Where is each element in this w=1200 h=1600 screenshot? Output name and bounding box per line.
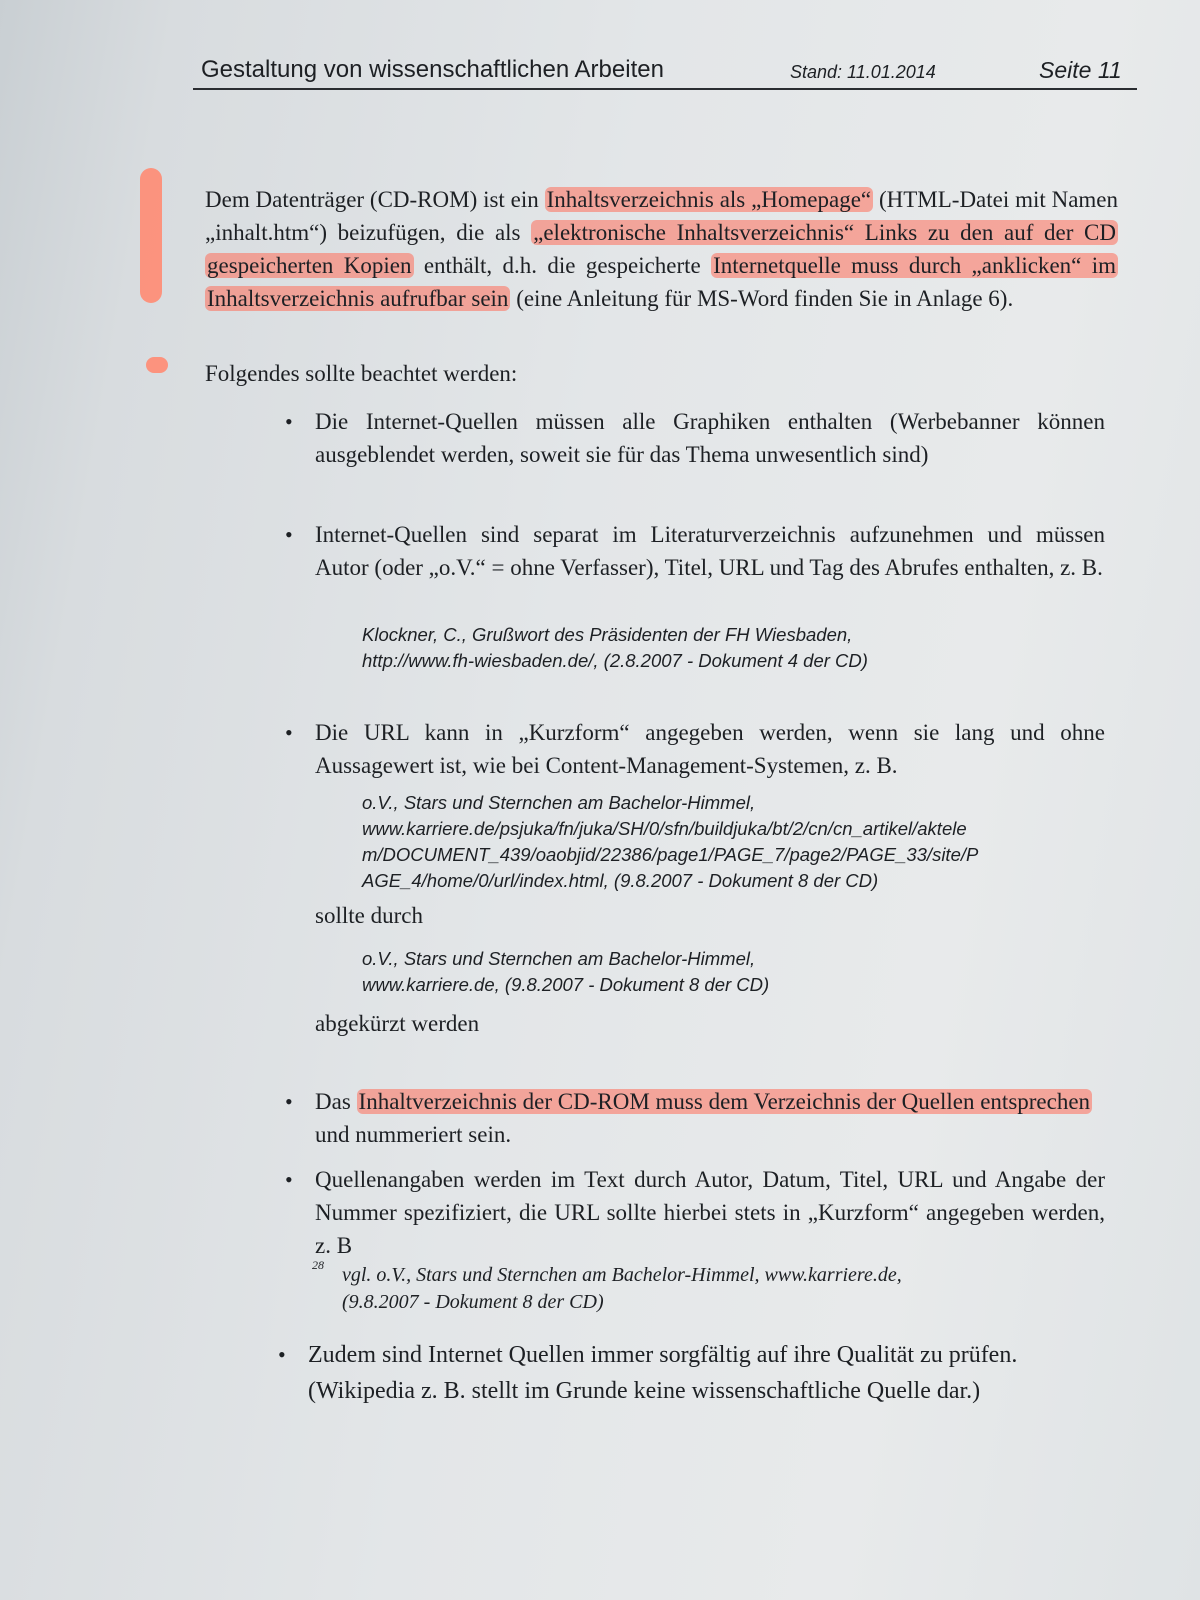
connector-text: abgekürzt werden [315,1011,480,1036]
margin-highlight-bar [140,168,162,303]
bullet-marker: • [285,720,293,745]
bullet-text: Zudem sind Internet Quellen immer sorgfältig auf ihre Qualität zu prüfen. (Wikipedia z. B. stellt im Grunde keine wissenschaftliche Quelle dar.) [308,1342,1018,1404]
highlight-elektronisches-verzeichnis: „elektronische Inhaltsverzeichnis“ Links zu den auf der CD gespeicherten Kopien [207,220,1116,278]
example-citation-long: o.V., Stars und Sternchen am Bachelor-Himmel, www.karriere.de/psjuka/fn/juka/SH/0/sfn/buildjuka/bt/2/cn/cn_artikel/aktele m/DOCUMENT_439/oaobjid/22386/page1/PAGE_7/page2/PAGE_33/site/P AGE_4/home/0/url/index.html, (9.8.2007 - Dokument 8 der CD) [362,792,979,891]
highlight-inhaltverzeichnis: Inhaltverzeichnis der CD-ROM muss dem Verzeichnis der Quellen entsprechen [358,1089,1091,1114]
bullet-marker: • [285,1167,293,1192]
intro-paragraph: Dem Datenträger (CD-ROM) ist ein Inhaltsverzeichnis als „Homepage“ (HTML-Datei mit Namen „inhalt.htm“) beizufügen, die als „elektronische Inhaltsverzeichnis“ Links zu den auf der CD gespeicherten Kopien enthält, d.h. die gespeicherte Internetquelle muss durch „anklicken“ im Inhaltsverzeichnis aufrufbar sein (eine Anleitung für MS-Word finden Sie in Anlage 6). [205,187,1118,311]
example-citation: Klockner, C., Grußwort des Präsidenten der FH Wiesbaden, http://www.fh-wiesbaden.de/, (2.8.2007 - Dokument 4 der CD) [362,624,868,671]
margin-highlight-dot [146,357,168,373]
bullet-marker: • [285,522,293,547]
document-page: Gestaltung von wissenschaftlichen Arbeiten Stand: 11.01.2014 Seite 11 Dem Datenträger (CD-ROM) ist ein Inhaltsverzeichnis als „Homepage“ (HTML-Datei mit Namen „inhalt.htm“) beizufügen, die als „elektronische Inhaltsverzeichnis“ Links zu den auf der CD gespeicherten Kopien enthält, d.h. die gespeicherte Internetquelle muss durch „anklicken“ im Inhaltsverzeichnis aufrufbar sein (eine Anleitung für MS-Word finden Sie in Anlage 6). Folgendes sollte beachtet werden: • Die Internet-Quellen müssen alle Graphiken enthalten (Werbebanner können ausgeblendet werden, soweit sie für das Thema unwesentlich sind) • Internet-Quellen sind separat im Literaturverzeichnis aufzunehmen und müssen Autor (oder „o.V.“ = ohne Verfasser), Titel, URL und Tag des Abrufes enthalten, z. B. Klockner, C., Grußwort des Präsidenten der FH Wiesbaden, http://www.fh-wiesbaden.de/, (2.8.2007 - Dokument 4 der CD) • Die URL kann in „Kurzform“ angegeben werden, wenn sie lang und ohne Aussagewert ist, wie bei Content-Management-Systemen, z. B. o.V., Stars und Sternchen am Bachelor-Himmel, www.karriere.de/psjuka/fn/juka/SH/0/sfn/buildjuka/bt/2/cn/cn_artikel/aktele m/DOCUMENT_439/oaobjid/22386/page1/PAGE_7/page2/PAGE_33/site/P AGE_4/home/0/url/index.html, (9.8.2007 - Dokument 8 der CD) sollte durch o.V., Stars und Sternchen am Bachelor-Himmel, www.karriere.de, (9.8.2007 - Dokument 8 der CD) abgekürzt werden • Das Inhaltverzeichnis der CD-ROM muss dem Verzeichnis der Quellen entsprechen und nummeriert sein. • Quellenangaben werden im Text durch Autor, Datum, Titel, URL und Angabe der Nummer spezifiziert, die URL sollte hierbei stets in „Kurzform“ angegeben werden, z. B 28 vgl. o.V., Stars und Sternchen am Bachelor-Himmel, www.karriere.de, (9.8.2007 - Dokument 8 der CD) • Zudem sind Internet Quellen immer sorgfältig auf ihre Qualität zu prüfen. (Wikipedia z. B. stellt im Grunde keine wissenschaftliche Quelle dar.) [0,0,1200,1600]
bullet-text: Das Inhaltverzeichnis der CD-ROM muss dem Verzeichnis der Quellen entsprechen und nummeriert sein. [315,1089,1091,1147]
bullet-marker: • [285,409,293,434]
footnote-number: 28 [312,1258,324,1272]
header-page-number: Seite 11 [1039,57,1122,83]
bullet-marker: • [278,1342,286,1367]
page-header [193,52,1137,90]
header-title: Gestaltung von wissenschaftlichen Arbeiten [201,56,664,83]
bullet-text: Quellenangaben werden im Text durch Autor, Datum, Titel, URL und Angabe der Nummer spezifiziert, die URL sollte hierbei stets in „Kurzform“ angegeben werden, z. B [315,1167,1105,1258]
bullet-text: Die Internet-Quellen müssen alle Graphiken enthalten (Werbebanner können ausgeblendet werden, soweit sie für das Thema unwesentlich sind) [315,409,1105,467]
highlight-anklicken: Internetquelle muss durch „anklicken“ im Inhaltsverzeichnis aufrufbar sein [207,253,1116,311]
bullet-text: Internet-Quellen sind separat im Literaturverzeichnis aufzunehmen und müssen Autor (oder „o.V.“ = ohne Verfasser), Titel, URL und Tag des Abrufes enthalten, z. B. [315,522,1105,580]
example-citation-short: o.V., Stars und Sternchen am Bachelor-Himmel, www.karriere.de, (9.8.2007 - Dokument 8 der CD) [362,948,770,995]
lead-paragraph: Folgendes sollte beachtet werden: [205,361,518,386]
bullet-text: Die URL kann in „Kurzform“ angegeben werden, wenn sie lang und ohne Aussagewert ist, wie bei Content-Management-Systemen, z. B. [315,720,1105,778]
bullet-marker: • [285,1089,293,1114]
connector-text: sollte durch [315,903,423,928]
highlight-homepage: Inhaltsverzeichnis als „Homepage“ [546,187,872,212]
header-date: Stand: 11.01.2014 [790,62,936,82]
